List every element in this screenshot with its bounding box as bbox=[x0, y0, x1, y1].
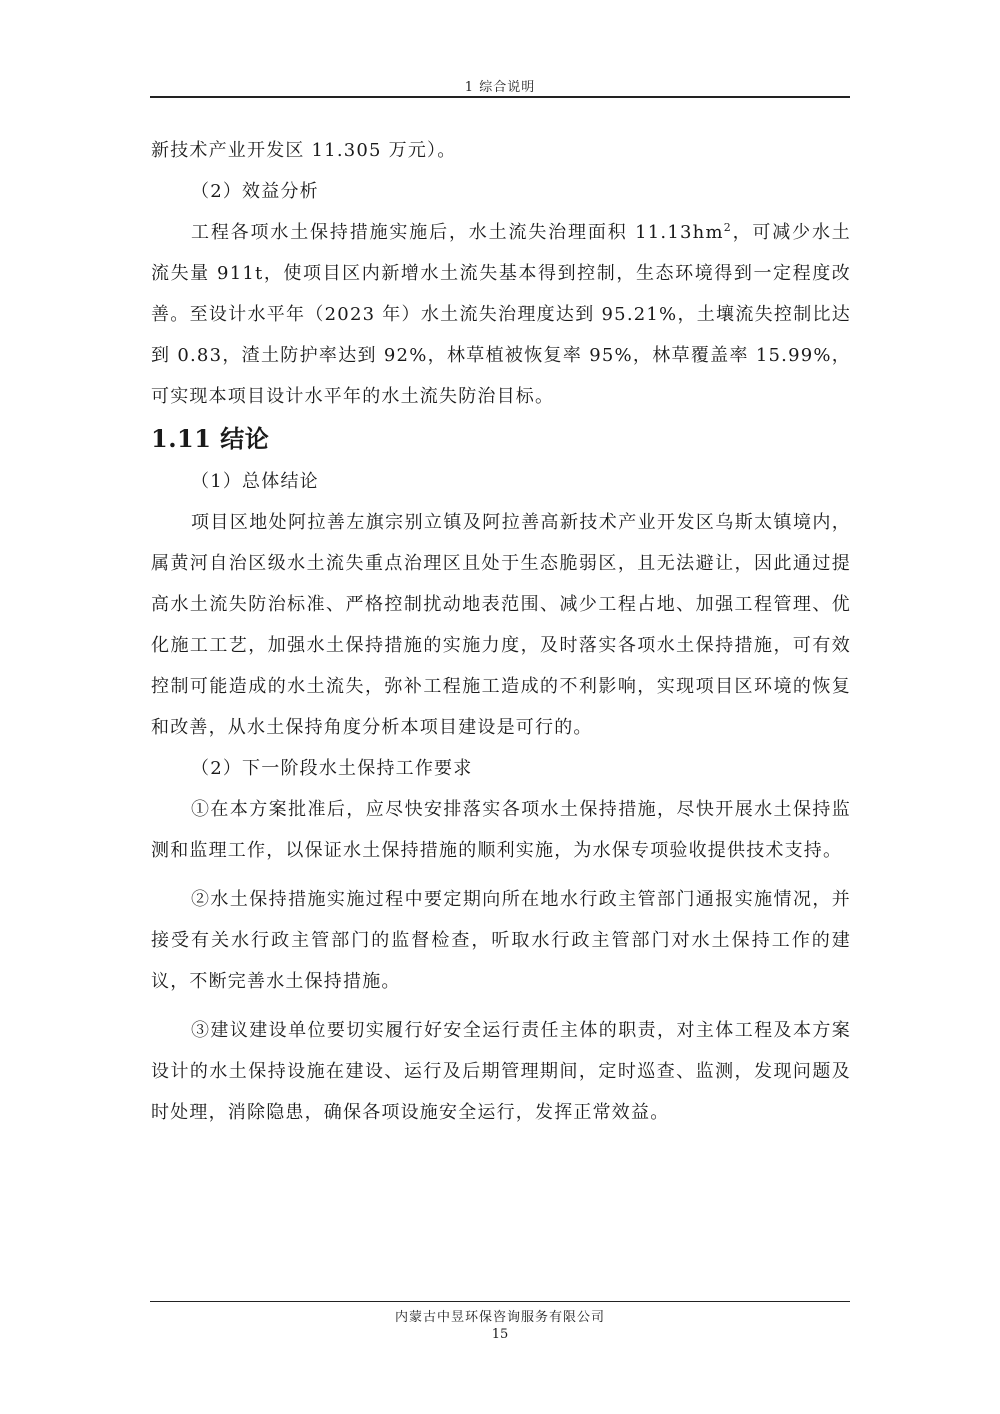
benefit-text-part2: ，可减少水土流失量 911t，使项目区内新增水土流失基本得到控制，生态环境得到一定程度改善。至设计水平年（2023 年）水土流失治理度达到 95.21%，土壤流失控制比达到 0.83，渣土防护率达到 92%，林草植被恢复率 95%，林草覆盖率 15.99%，可实现本项目设计水平年的水土流失防治目标。 bbox=[151, 222, 852, 407]
section-title: 1.11 结论 bbox=[151, 424, 270, 453]
overall-paragraph: 项目区地处阿拉善左旗宗别立镇及阿拉善高新技术产业开发区乌斯太镇境内，属黄河自治区级水土流失重点治理区且处于生态脆弱区，且无法避让，因此通过提高水土流失防治标准、严格控制扰动地表范围、减少工程占地、加强工程管理、优化施工工艺，加强水土保持措施的实施力度，及时落实各项水土保持措施，可有效控制可能造成的水土流失，弥补工程施工造成的不利影响，实现项目区环境的恢复和改善，从水土保持角度分析本项目建设是可行的。 bbox=[151, 512, 851, 738]
benefit-text-part1: 工程各项水土保持措施实施后，水土流失治理面积 11.13hm bbox=[191, 222, 724, 243]
header-divider bbox=[150, 96, 850, 98]
overall-subheading: （1）总体结论 bbox=[191, 471, 319, 492]
next-stage-subheading: （2）下一阶段水土保持工作要求 bbox=[191, 758, 473, 779]
continuation-paragraph: 新技术产业开发区 11.305 万元）。 bbox=[151, 140, 457, 161]
requirement-2: ②水土保持措施实施过程中要定期向所在地水行政主管部门通报实施情况，并接受有关水行政主管部门的监督检查，听取水行政主管部门对水土保持工作的建议，不断完善水土保持措施。 bbox=[151, 889, 851, 992]
page-number: 15 bbox=[491, 1327, 509, 1342]
main-content bbox=[151, 130, 851, 1133]
requirement-1: ①在本方案批准后，应尽快安排落实各项水土保持措施，尽快开展水土保持监测和监理工作，以保证水土保持措施的顺利实施，为水保专项验收提供技术支持。 bbox=[151, 799, 851, 861]
benefit-paragraph bbox=[151, 212, 851, 417]
benefit-subheading: （2）效益分析 bbox=[191, 181, 319, 202]
footer-company: 内蒙古中昱环保咨询服务有限公司 bbox=[394, 1310, 605, 1325]
superscript-two: 2 bbox=[723, 221, 732, 234]
requirement-3: ③建议建设单位要切实履行好安全运行责任主体的职责，对主体工程及本方案设计的水土保持设施在建设、运行及后期管理期间，定时巡查、监测，发现问题及时处理，消除隐患，确保各项设施安全运行，发挥正常效益。 bbox=[151, 1020, 851, 1123]
page-header-title: 1 综合说明 bbox=[464, 80, 536, 95]
footer-divider bbox=[150, 1301, 850, 1302]
